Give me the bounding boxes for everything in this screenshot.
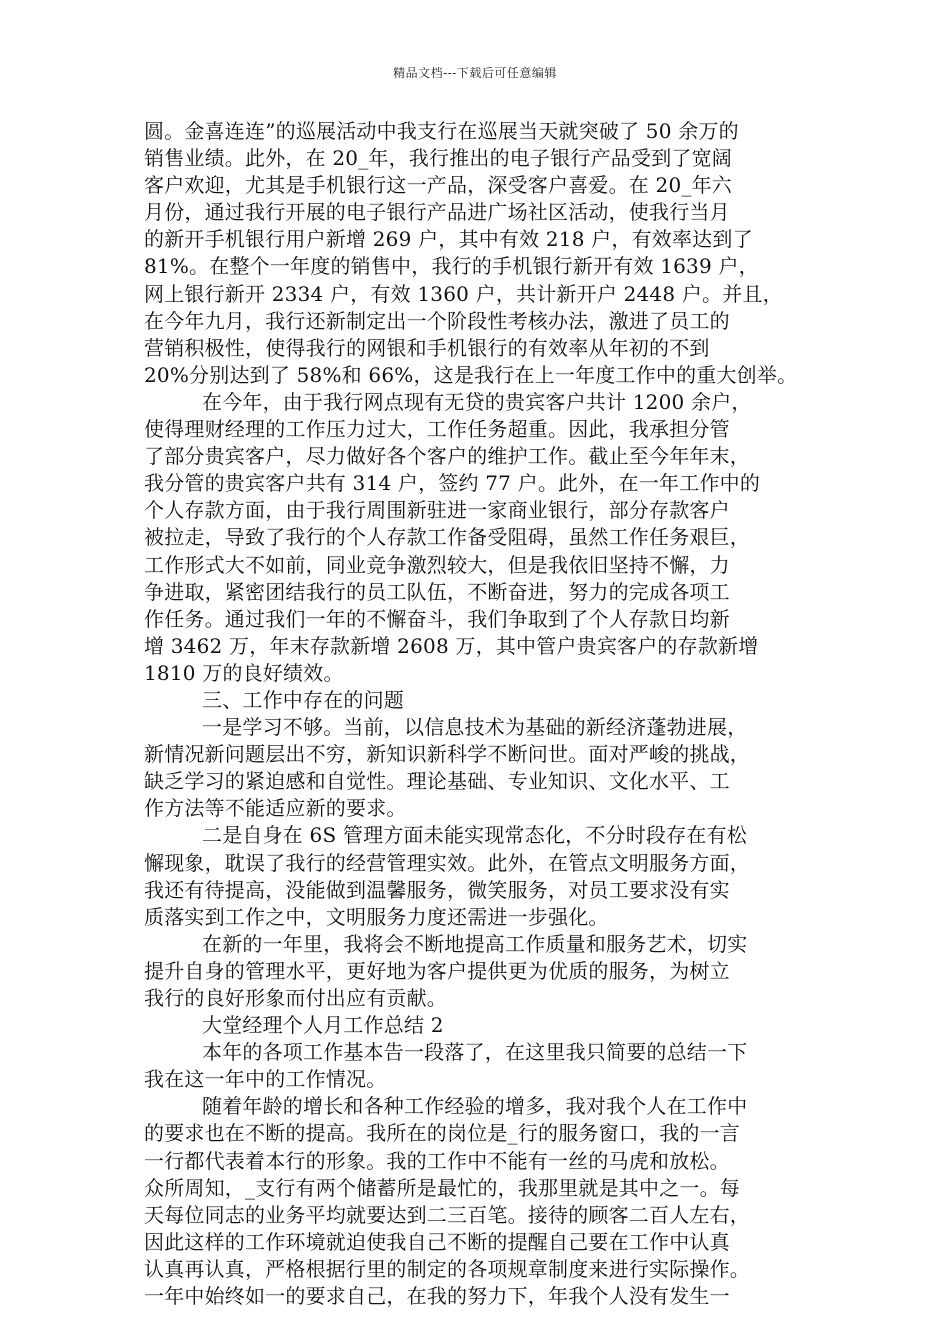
paragraph-start-line: 本年的各项工作基本告一段落了，在这里我只简要的总结一下 <box>202 1040 748 1065</box>
paragraph-start-line: 二是自身在 6S 管理方面未能实现常态化，不分时段存在有松 <box>202 823 747 848</box>
section-heading: 三、工作中存在的问题 <box>202 687 404 712</box>
text-line: 网上银行新开 2334 户，有效 1360 户，共计新开户 2448 户。并且， <box>144 281 783 306</box>
text-line: 圆。金喜连连”的巡展活动中我支行在巡展当天就突破了 50 余万的 <box>144 119 739 143</box>
text-line: 营销积极性，使得我行的网银和手机银行的有效率从年初的不到 <box>144 335 710 360</box>
text-line: 我行的良好形象而付出应有贡献。 <box>144 986 447 1010</box>
text-line: 认真再认真，严格根据行里的制定的各项规章制度来进行实际操作。 <box>144 1256 750 1281</box>
text-line: 我在这一年中的工作情况。 <box>144 1067 387 1092</box>
text-line: 销售业绩。此外，在 20_年，我行推出的电子银行产品受到了宽阔 <box>144 146 733 171</box>
text-line: 20%分别达到了 58%和 66%，这是我行在上一年度工作中的重大创举。 <box>144 362 798 387</box>
text-line: 我分管的贵宾客户共有 314 户，签约 77 户。此外，在一年工作中的 <box>144 471 761 496</box>
text-line: 作方法等不能适应新的要求。 <box>144 796 407 821</box>
text-line: 客户欢迎，尤其是手机银行这一产品，深受客户喜爱。在 20_年六 <box>144 173 733 198</box>
text-line: 一行都代表着本行的形象。我的工作中不能有一丝的马虎和放松。 <box>144 1148 730 1173</box>
text-line: 月份，通过我行开展的电子银行产品进广场社区活动，使我行当月 <box>144 200 730 225</box>
document-body <box>144 118 814 1310</box>
page-header: 精品文档---下载后可任意编辑 <box>393 66 557 80</box>
text-line: 工作形式大不如前，同业竞争激烈较大，但是我依旧坚持不懈，力 <box>144 552 730 577</box>
document-subtitle: 大堂经理个人月工作总结 2 <box>202 1013 444 1038</box>
text-line: 新情况新问题层出不穷，新知识新科学不断问世。面对严峻的挑战， <box>144 742 750 767</box>
paragraph-start-line: 在新的一年里，我将会不断地提高工作质量和服务艺术，切实 <box>202 931 748 956</box>
paragraph-start-line: 一是学习不够。当前，以信息技术为基础的新经济蓬勃进展， <box>202 715 748 740</box>
text-line: 争进取，紧密团结我行的员工队伍，不断奋进，努力的完成各项工 <box>144 579 730 604</box>
text-line: 在今年九月，我行还新制定出一个阶段性考核办法，激进了员工的 <box>144 308 730 333</box>
text-line: 众所周知，_支行有两个储蓄所是最忙的，我那里就是其中之一。每 <box>144 1175 740 1200</box>
text-line: 增 3462 万，年末存款新增 2608 万，其中管户贵宾客户的存款新增 <box>144 633 759 658</box>
text-line: 因此这样的工作环境就迫使我自己不断的提醒自己要在工作中认真 <box>144 1229 730 1254</box>
paragraph-start-line: 在今年，由于我行网点现有无贷的贵宾客户共计 1200 余户， <box>202 389 752 414</box>
text-line: 缺乏学习的紧迫感和自觉性。理论基础、专业知识、文化水平、工 <box>144 769 730 794</box>
text-line: 我还有待提高，没能做到温馨服务，微笑服务，对员工要求没有实 <box>144 877 730 902</box>
text-line: 使得理财经理的工作压力过大，工作任务超重。因此，我承担分管 <box>144 417 730 442</box>
text-line: 一年中始终如一的要求自己，在我的努力下，年我个人没有发生一 <box>144 1284 730 1309</box>
text-line: 了部分贵宾客户，尽力做好各个客户的维护工作。截止至今年年末， <box>144 444 750 469</box>
paragraph-start-line: 随着年龄的增长和各种工作经验的增多，我对我个人在工作中 <box>202 1094 748 1119</box>
text-line: 个人存款方面，由于我行周围新驻进一家商业银行，部分存款客户 <box>144 498 730 523</box>
text-line: 天每位同志的业务平均就要达到二三百笔。接待的顾客二百人左右， <box>144 1202 750 1227</box>
text-line: 作任务。通过我们一年的不懈奋斗，我们争取到了个人存款日均新 <box>144 606 730 631</box>
text-line: 质落实到工作之中，文明服务力度还需进一步强化。 <box>144 904 609 929</box>
text-line: 81%。在整个一年度的销售中，我行的手机银行新开有效 1639 户， <box>144 254 759 279</box>
text-line: 懈现象，耽误了我行的经营管理实效。此外，在管点文明服务方面， <box>144 850 750 875</box>
text-line: 提升自身的管理水平，更好地为客户提供更为优质的服务，为树立 <box>144 958 730 983</box>
text-line: 被拉走，导致了我行的个人存款工作备受阻碍，虽然工作任务艰巨， <box>144 525 750 550</box>
text-line: 的新开手机银行用户新增 269 户，其中有效 218 户，有效率达到了 <box>144 227 753 252</box>
text-line: 的要求也在不断的提高。我所在的岗位是_行的服务窗口，我的一言 <box>144 1121 740 1146</box>
text-line: 1810 万的良好绩效。 <box>144 660 344 685</box>
